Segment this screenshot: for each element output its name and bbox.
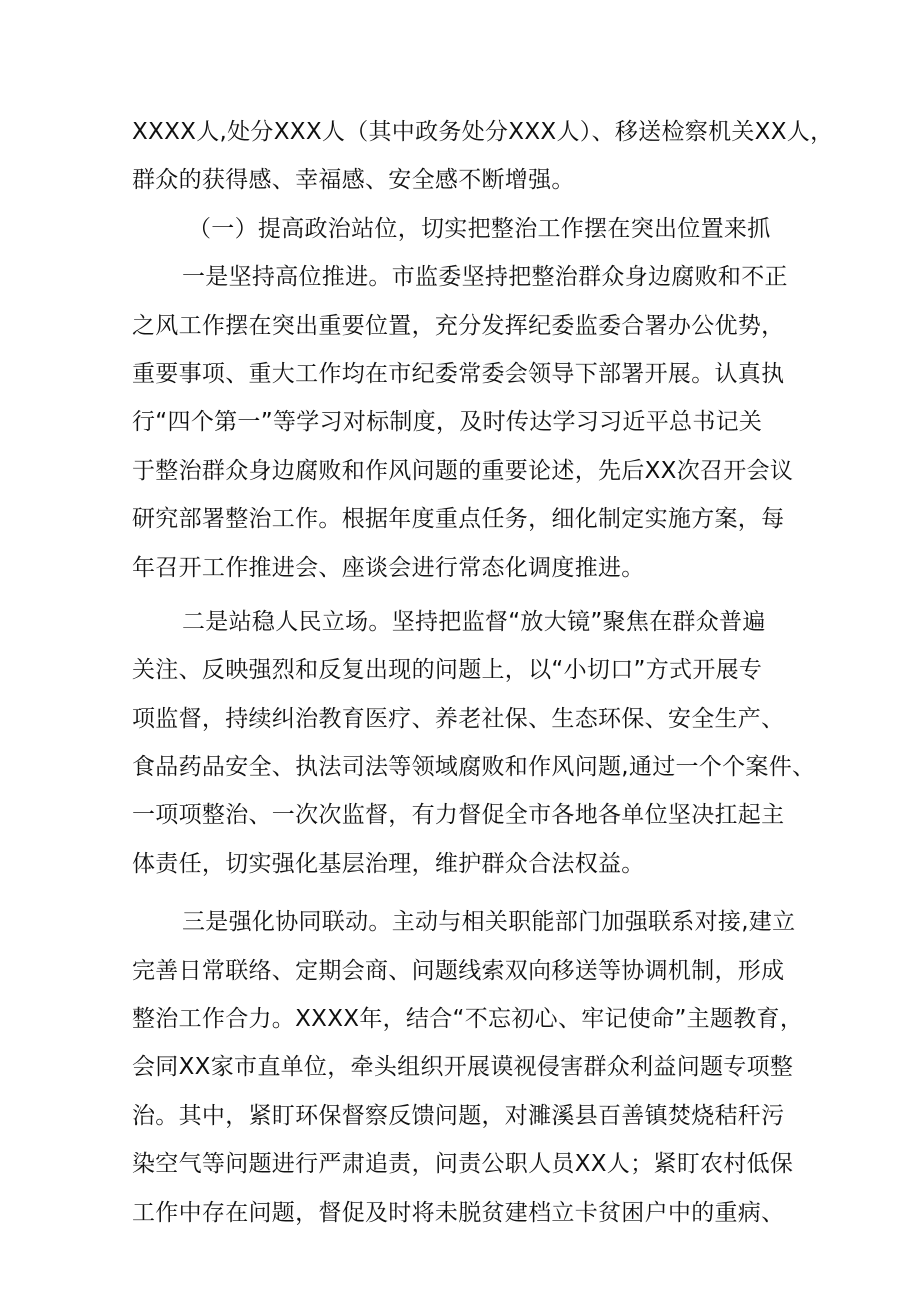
text-line: 治。其中，紧盯环保督察反馈问题，对濉溪县百善镇焚烧秸秆污 <box>132 1102 785 1129</box>
paragraph-first-line: 三是强化协同联动。主动与相关职能部门加强联系对接,建立 <box>182 909 796 936</box>
text-line: 群众的获得感、幸福感、安全感不断增强。 <box>132 167 575 194</box>
text-line: 行“四个第一”等学习对标制度，及时传达学习习近平总书记关 <box>132 409 763 436</box>
body-text <box>132 108 834 1237</box>
text-line: XXXX人,处分XXX人（其中政务处分XXX人）、移送检察机关XX人， <box>132 119 834 145</box>
text-line: 完善日常联络、定期会商、问题线索双向移送等协调机制，形成 <box>132 957 785 984</box>
text-line: 一项项整治、一次次监督，有力督促全市各地各单位坚决扛起主 <box>132 802 785 829</box>
text-line: 会同XX家市直单位，牵头组织开展谟视侵害群众利益问题专项整 <box>132 1054 794 1081</box>
text-line: 项监督，持续纠治教育医疗、养老社保、生态环保、安全生产、 <box>132 705 785 732</box>
text-line: 关注、反映强烈和反复出现的问题上，以“小切口”方式开展专 <box>132 657 763 684</box>
text-line: 于整治群众身边腐败和作风问题的重要论述，先后XX次召开会议 <box>132 457 794 484</box>
section-heading: （一）提高政治站位，切实把整治工作摆在突出位置来抓 <box>188 215 771 242</box>
paragraph-first-line: 二是站稳人民立场。坚持把监督“放大镜”聚焦在群众普遍 <box>182 608 766 635</box>
text-line: 年召开工作推进会、座谈会进行常态化调度推进。 <box>132 554 645 581</box>
text-line: 研究部署整治工作。根据年度重点任务，细化制定实施方案，每 <box>132 506 785 533</box>
text-line: 食品药品安全、执法司法等领域腐败和作风问题,通过一个个案件、 <box>132 754 816 781</box>
text-line: 之风工作摆在突出重要位置，充分发挥纪委监委合署办公优势， <box>132 312 785 339</box>
text-line: 重要事项、重大工作均在市纪委常委会领导下部署开展。认真执 <box>132 360 785 387</box>
text-line: 体责任，切实强化基层治理，维护群众合法权益。 <box>132 850 645 877</box>
text-line: 整治工作合力。XXXX年，结合“不忘初心、牢记使命”主题教育， <box>132 1006 804 1033</box>
text-line: 工作中存在问题，督促及时将未脱贫建档立卡贫困户中的重病、 <box>132 1199 785 1226</box>
paragraph-first-line: 一是坚持高位推进。市监委坚持把整治群众身边腐败和不正 <box>182 264 788 291</box>
text-line: 染空气等问题进行严肃追责，问责公职人员XX人；紧盯农村低保 <box>132 1151 794 1178</box>
